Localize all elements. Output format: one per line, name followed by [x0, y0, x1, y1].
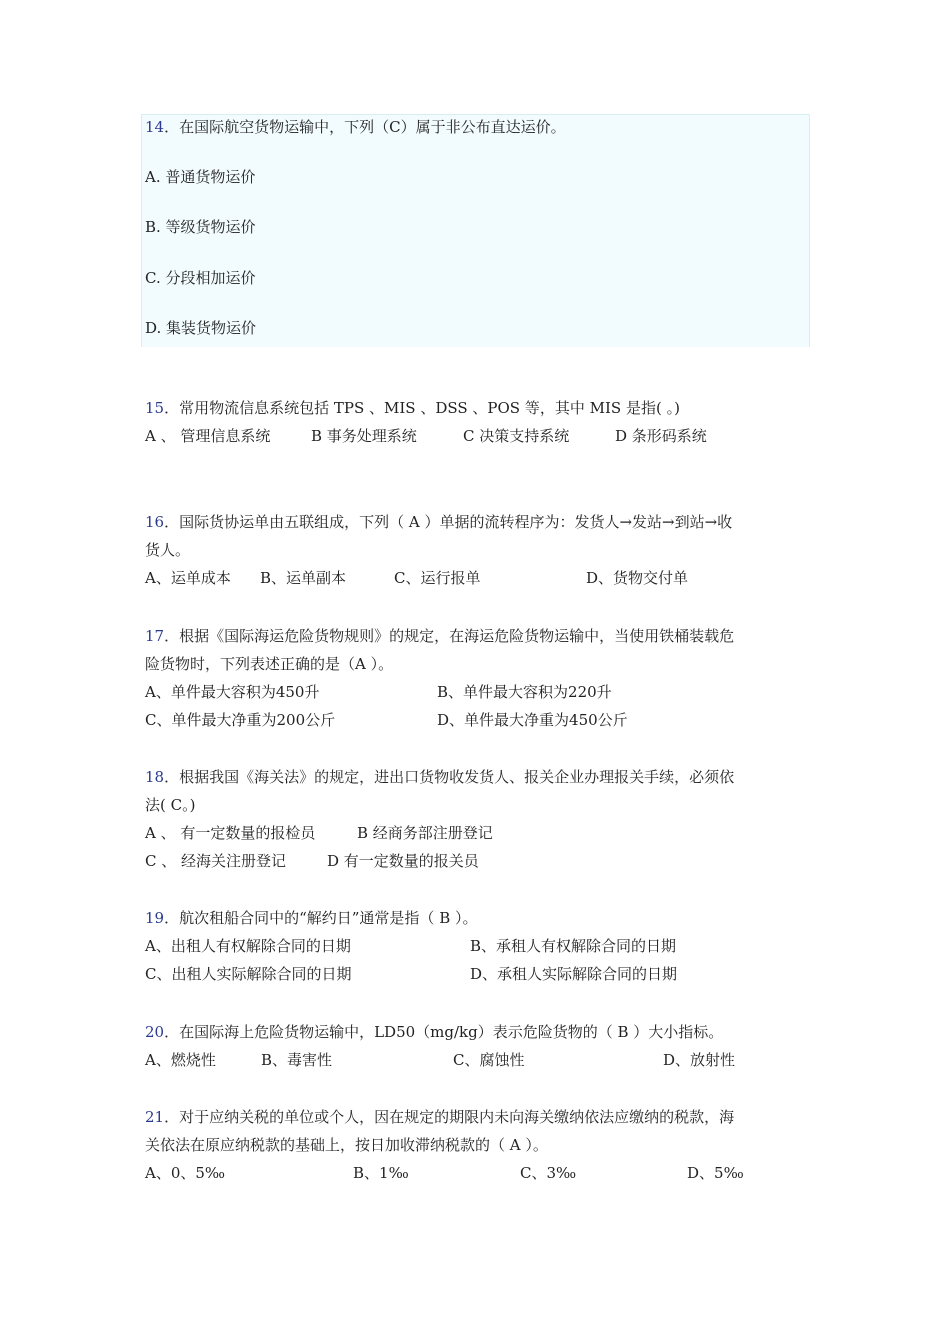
option-b: B、单件最大容积为220升 — [437, 683, 612, 701]
question-number: 20 — [145, 1023, 165, 1041]
option-a: A. 普通货物运价 — [145, 168, 256, 186]
option-a: A、0、5‰ — [145, 1164, 226, 1182]
question-number: 19 — [145, 909, 165, 927]
option-d: D 有一定数量的报关员 — [327, 852, 479, 870]
option-a: A 、 有一定数量的报检员 — [145, 824, 316, 842]
question-text: ．在国际航空货物运输中，下列（C）属于非公布直达运价。 — [164, 118, 566, 136]
option-b: B、毒害性 — [261, 1051, 333, 1069]
option-d: D、单件最大净重为450公斤 — [437, 711, 628, 729]
question-14-stem — [145, 117, 566, 137]
option-a: A、运单成本 — [145, 569, 231, 587]
question-number: 17 — [145, 627, 165, 645]
question-text: ．在国际海上危险货物运输中，LD50（mg/kg）表示危险货物的（ B ）大小指标。 — [164, 1023, 724, 1041]
question-16-stem — [145, 512, 732, 532]
question-21-stem — [145, 1107, 734, 1127]
option-d: D、承租人实际解除合同的日期 — [470, 965, 678, 983]
option-c: C、运行报单 — [394, 569, 481, 587]
question-20-stem — [145, 1022, 723, 1042]
option-d: D、货物交付单 — [586, 569, 689, 587]
question-text: ．根据《国际海运危险货物规则》的规定，在海运危险货物运输中，当使用铁桶装载危 — [164, 627, 735, 645]
option-a: A、燃烧性 — [145, 1051, 216, 1069]
option-c: C、腐蚀性 — [453, 1051, 525, 1069]
option-c: C 、 经海关注册登记 — [145, 852, 287, 870]
option-c: C、3‰ — [520, 1164, 577, 1182]
question-text: ．国际货协运单由五联组成，下列（ A ）单据的流转程序为：发货人→发站→到站→收 — [164, 513, 733, 531]
option-b: B、1‰ — [353, 1164, 409, 1182]
question-number: 18 — [145, 768, 165, 786]
question-17-stem — [145, 626, 734, 646]
option-d: D 条形码系统 — [615, 427, 707, 445]
option-a: A、出租人有权解除合同的日期 — [145, 937, 351, 955]
question-15-stem — [145, 398, 680, 418]
option-c: C、单件最大净重为200公斤 — [145, 711, 336, 729]
question-18-stem — [145, 767, 734, 787]
question-16-stem-cont: 货人。 — [145, 541, 191, 559]
question-text: ．常用物流信息系统包括 TPS 、MIS 、DSS 、POS 等，其中 MIS 是指( 。) — [164, 399, 680, 417]
question-number: 16 — [145, 513, 165, 531]
option-c: C 决策支持系统 — [463, 427, 570, 445]
option-b: B、运单副本 — [260, 569, 347, 587]
question-21-stem-cont: 关依法在原应纳税款的基础上，按日加收滞纳税款的（ A ）。 — [145, 1136, 548, 1154]
question-number: 15 — [145, 399, 165, 417]
question-number: 14 — [145, 118, 165, 136]
option-b: B、承租人有权解除合同的日期 — [470, 937, 677, 955]
option-d: D. 集装货物运价 — [145, 319, 257, 337]
option-a: A、单件最大容积为450升 — [145, 683, 320, 701]
question-text: ．航次租船合同中的“解约日”通常是指（ B ）。 — [164, 909, 478, 927]
option-a: A 、 管理信息系统 — [145, 427, 271, 445]
option-b: B 事务处理系统 — [311, 427, 417, 445]
question-18-stem-cont: 法( C。) — [145, 796, 196, 814]
option-c: C、出租人实际解除合同的日期 — [145, 965, 352, 983]
question-text: ．根据我国《海关法》的规定，进出口货物收发货人、报关企业办理报关手续，必须依 — [164, 768, 735, 786]
question-number: 21 — [145, 1108, 165, 1126]
question-17-stem-cont: 险货物时，下列表述正确的是（A ）。 — [145, 655, 394, 673]
option-d: D、放射性 — [663, 1051, 736, 1069]
option-b: B 经商务部注册登记 — [357, 824, 493, 842]
question-19-stem — [145, 908, 478, 928]
option-c: C. 分段相加运价 — [145, 269, 256, 287]
question-text: ．对于应纳关税的单位或个人，因在规定的期限内未向海关缴纳依法应缴纳的税款，海 — [164, 1108, 735, 1126]
option-b: B. 等级货物运价 — [145, 218, 256, 236]
option-d: D、5‰ — [687, 1164, 744, 1182]
